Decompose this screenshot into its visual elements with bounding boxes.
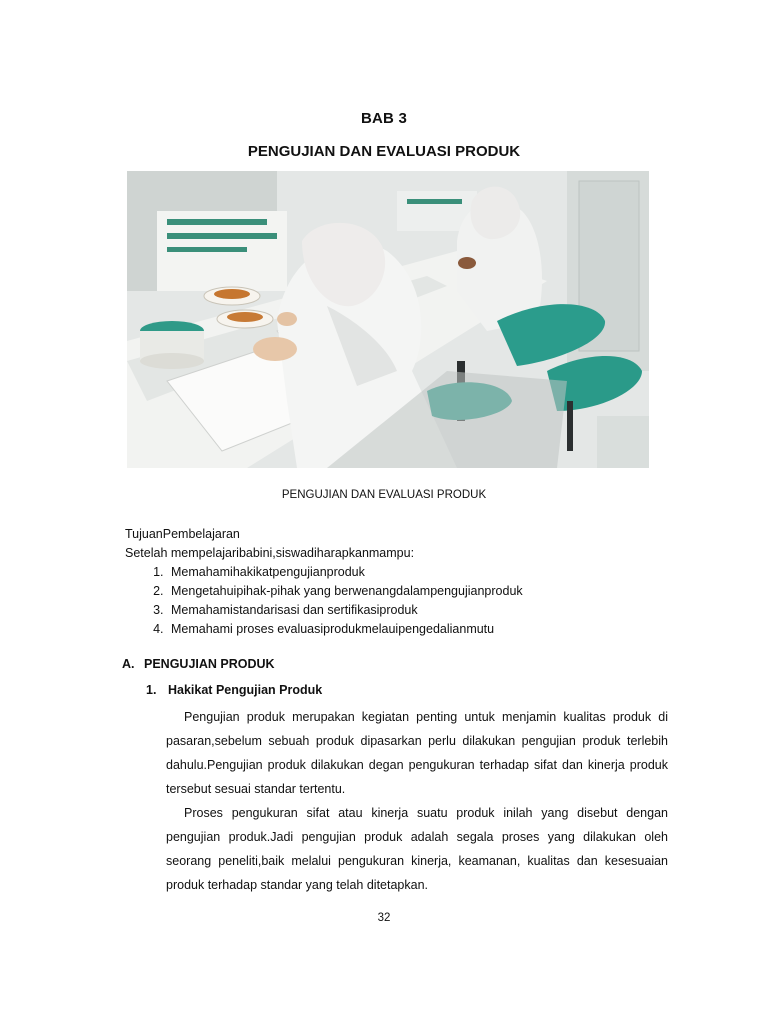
objectives-heading: TujuanPembelajaran [125,527,240,541]
subsection-title: Hakikat Pengujian Produk [168,683,323,697]
subsection-number: 1. [146,683,157,697]
learning-objectives [125,525,523,639]
body-paragraph: Pengujian produk merupakan kegiatan penting untuk menjamin kualitas produk di pasaran,sebelum sebuah produk dipasarkan perlu dilakukan pengujian produk terlebih dahulu.Pengujian produk dilakukan degan pengukuran terhadap sifat dan kinerja produk tersebut sesuai standar tertentu. [166,710,668,796]
page-number: 32 [377,912,391,924]
objective-item: 4. Memahami proses evaluasiprodukmelauipengedalianmutu [167,620,523,639]
section-number: A. [122,657,135,671]
chapter-label: BAB 3 [360,110,407,127]
figure-caption: PENGUJIAN DAN EVALUASI PRODUK [281,489,487,501]
section-heading [122,657,275,671]
lab-photo [127,171,649,468]
objectives-intro: Setelah mempelajaribabini,siswadiharapkanmampu: [125,546,415,560]
section-title: PENGUJIAN PRODUK [144,657,275,671]
objective-item: 1. Memahamihakikatpengujianproduk [167,563,523,582]
chapter-title: PENGUJIAN DAN EVALUASI PRODUK [247,143,521,160]
objectives-list [125,563,523,639]
body-paragraph: Proses pengukuran sifat atau kinerja suatu produk inilah yang disebut dengan pengujian produk.Jadi pengujian produk adalah segala proses yang dilakukan oleh seorang peneliti,baik melalui pengukuran kinerja, keamanan, kualitas dan kesesuaian produk terhadap standar yang telah ditetapkan. [166,806,668,892]
subsection-heading [146,683,322,697]
objective-item: 2. Mengetahuipihak-pihak yang berwenangdalampengujianproduk [167,582,523,601]
objective-item: 3. Memahamistandarisasi dan sertifikasiproduk [167,601,523,620]
